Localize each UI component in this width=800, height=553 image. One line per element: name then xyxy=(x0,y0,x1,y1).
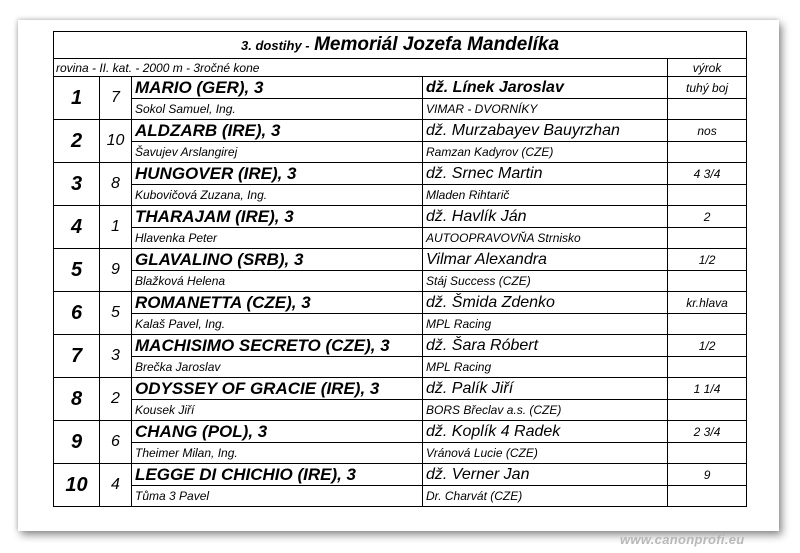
trainer-name: Tůma 3 Pavel xyxy=(132,486,423,507)
jockey-name: dž. Šara Róbert xyxy=(423,335,668,357)
margin-spacer xyxy=(668,142,747,163)
trainer-name: Hlavenka Peter xyxy=(132,228,423,249)
owner-name: Dr. Charvát (CZE) xyxy=(423,486,668,507)
result-subrow xyxy=(54,357,747,378)
jockey-name: dž. Línek Jaroslav xyxy=(423,77,668,99)
result-subrow xyxy=(54,314,747,335)
vyrok-header: výrok xyxy=(668,59,747,77)
trainer-name: Kubovičová Zuzana, Ing. xyxy=(132,185,423,206)
horse-name: MARIO (GER), 3 xyxy=(132,77,423,99)
owner-name: AUTOOPRAVOVŇA Strnisko xyxy=(423,228,668,249)
trainer-name: Kalaš Pavel, Ing. xyxy=(132,314,423,335)
result-row xyxy=(54,120,747,142)
jockey-name: dž. Srnec Martin xyxy=(423,163,668,185)
trainer-name: Brečka Jaroslav xyxy=(132,357,423,378)
horse-name: GLAVALINO (SRB), 3 xyxy=(132,249,423,271)
placing: 10 xyxy=(54,464,100,507)
result-row xyxy=(54,335,747,357)
margin: 1/2 xyxy=(668,249,747,271)
start-number: 10 xyxy=(100,120,132,163)
owner-name: VIMAR - DVORNÍKY xyxy=(423,99,668,120)
start-number: 2 xyxy=(100,378,132,421)
horse-name: MACHISIMO SECRETO (CZE), 3 xyxy=(132,335,423,357)
margin: 2 xyxy=(668,206,747,228)
margin: kr.hlava xyxy=(668,292,747,314)
start-number: 9 xyxy=(100,249,132,292)
result-row xyxy=(54,249,747,271)
watermark: www.canonprofi.eu xyxy=(620,532,745,547)
result-row xyxy=(54,464,747,486)
race-results-table xyxy=(53,31,747,507)
trainer-name: Sokol Samuel, Ing. xyxy=(132,99,423,120)
horse-name: THARAJAM (IRE), 3 xyxy=(132,206,423,228)
placing: 2 xyxy=(54,120,100,163)
placing: 5 xyxy=(54,249,100,292)
result-subrow xyxy=(54,228,747,249)
result-row xyxy=(54,163,747,185)
owner-name: MPL Racing xyxy=(423,314,668,335)
margin-spacer xyxy=(668,486,747,507)
margin: 4 3/4 xyxy=(668,163,747,185)
margin: 2 3/4 xyxy=(668,421,747,443)
start-number: 4 xyxy=(100,464,132,507)
race-name: Memoriál Jozefa Mandelíka xyxy=(314,34,560,55)
result-subrow xyxy=(54,99,747,120)
margin-spacer xyxy=(668,99,747,120)
result-row xyxy=(54,77,747,99)
jockey-name: dž. Murzabayev Bauyrzhan xyxy=(423,120,668,142)
start-number: 6 xyxy=(100,421,132,464)
placing: 9 xyxy=(54,421,100,464)
result-subrow xyxy=(54,271,747,292)
owner-name: BORS Břeclav a.s. (CZE) xyxy=(423,400,668,421)
race-prefix: 3. dostihy - xyxy=(241,38,310,53)
placing: 1 xyxy=(54,77,100,120)
result-subrow xyxy=(54,443,747,464)
jockey-name: dž. Havlík Ján xyxy=(423,206,668,228)
margin-spacer xyxy=(668,271,747,292)
margin-spacer xyxy=(668,400,747,421)
result-row xyxy=(54,378,747,400)
conditions-row xyxy=(54,59,747,77)
horse-name: ROMANETTA (CZE), 3 xyxy=(132,292,423,314)
start-number: 1 xyxy=(100,206,132,249)
race-conditions: rovina - II. kat. - 2000 m - 3ročné kone xyxy=(54,59,668,77)
start-number: 7 xyxy=(100,77,132,120)
margin: 1/2 xyxy=(668,335,747,357)
owner-name: Vránová Lucie (CZE) xyxy=(423,443,668,464)
margin: 9 xyxy=(668,464,747,486)
margin-spacer xyxy=(668,357,747,378)
result-subrow xyxy=(54,400,747,421)
margin-spacer xyxy=(668,314,747,335)
title-row xyxy=(54,32,747,59)
result-subrow xyxy=(54,142,747,163)
owner-name: Mladen Rihtarič xyxy=(423,185,668,206)
jockey-name: dž. Verner Jan xyxy=(423,464,668,486)
result-subrow xyxy=(54,486,747,507)
trainer-name: Theimer Milan, Ing. xyxy=(132,443,423,464)
owner-name: Ramzan Kadyrov (CZE) xyxy=(423,142,668,163)
trainer-name: Šavujev Arslangirej xyxy=(132,142,423,163)
result-row xyxy=(54,292,747,314)
owner-name: MPL Racing xyxy=(423,357,668,378)
placing: 6 xyxy=(54,292,100,335)
horse-name: ALDZARB (IRE), 3 xyxy=(132,120,423,142)
jockey-name: dž. Šmida Zdenko xyxy=(423,292,668,314)
placing: 7 xyxy=(54,335,100,378)
margin-spacer xyxy=(668,443,747,464)
margin: 1 1/4 xyxy=(668,378,747,400)
result-row xyxy=(54,421,747,443)
result-row xyxy=(54,206,747,228)
horse-name: CHANG (POL), 3 xyxy=(132,421,423,443)
margin: tuhý boj xyxy=(668,77,747,99)
trainer-name: Kousek Jiří xyxy=(132,400,423,421)
placing: 4 xyxy=(54,206,100,249)
start-number: 5 xyxy=(100,292,132,335)
start-number: 3 xyxy=(100,335,132,378)
race-title xyxy=(54,32,747,59)
margin: nos xyxy=(668,120,747,142)
margin-spacer xyxy=(668,228,747,249)
trainer-name: Blažková Helena xyxy=(132,271,423,292)
jockey-name: dž. Koplík 4 Radek xyxy=(423,421,668,443)
horse-name: LEGGE DI CHICHIO (IRE), 3 xyxy=(132,464,423,486)
horse-name: HUNGOVER (IRE), 3 xyxy=(132,163,423,185)
start-number: 8 xyxy=(100,163,132,206)
owner-name: Stáj Success (CZE) xyxy=(423,271,668,292)
result-subrow xyxy=(54,185,747,206)
horse-name: ODYSSEY OF GRACIE (IRE), 3 xyxy=(132,378,423,400)
jockey-name: Vilmar Alexandra xyxy=(423,249,668,271)
placing: 8 xyxy=(54,378,100,421)
placing: 3 xyxy=(54,163,100,206)
margin-spacer xyxy=(668,185,747,206)
jockey-name: dž. Palík Jiří xyxy=(423,378,668,400)
